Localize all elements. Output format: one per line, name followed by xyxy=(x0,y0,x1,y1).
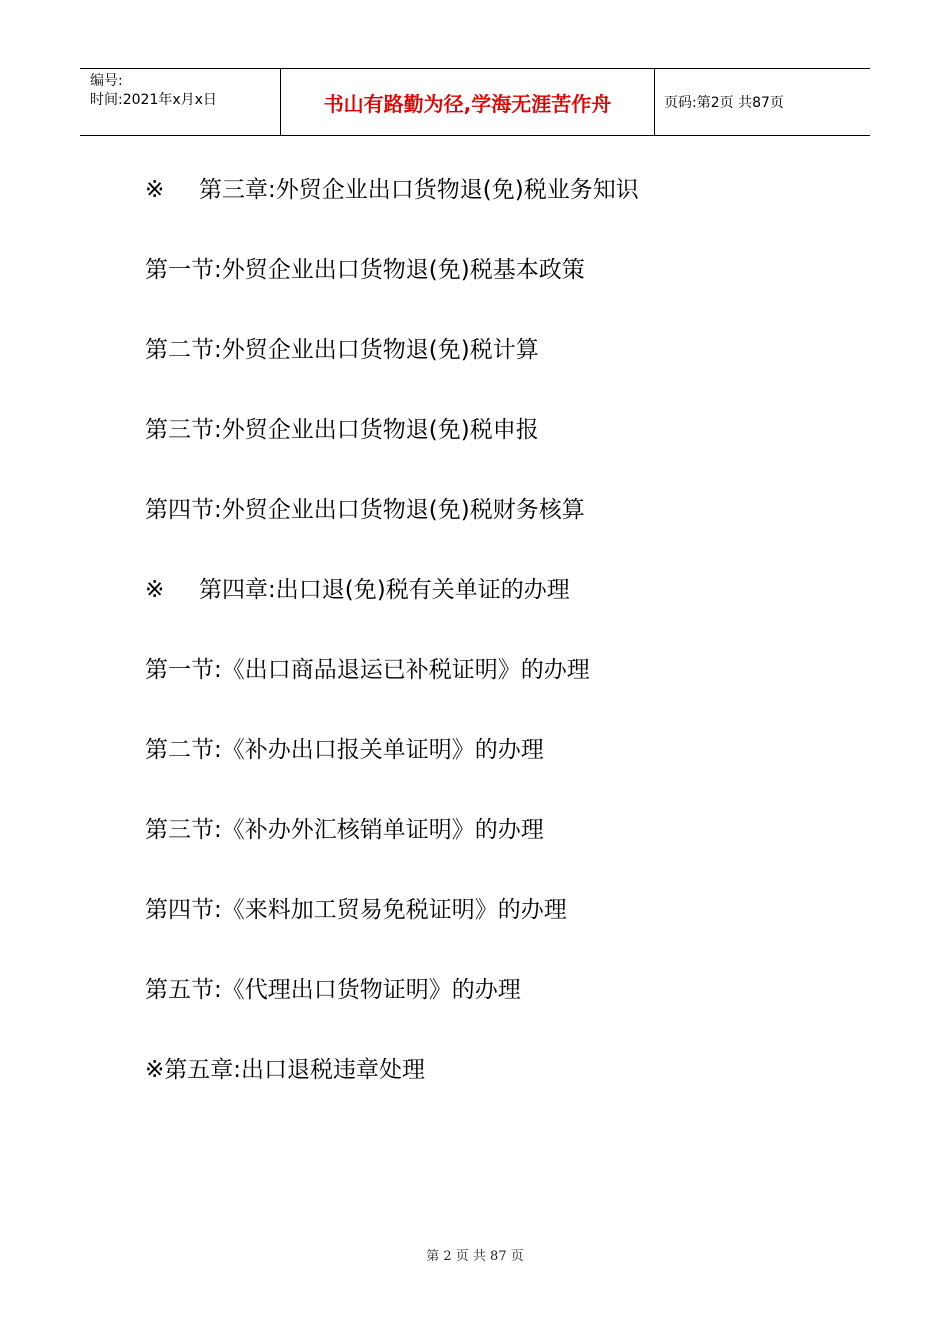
toc-item-text: 第二节:《补办出口报关单证明》的办理 xyxy=(145,737,544,763)
toc-item-text: 第四节:《来料加工贸易免税证明》的办理 xyxy=(145,897,567,923)
toc-item-text: 第一节:《出口商品退运已补税证明》的办理 xyxy=(145,657,590,683)
toc-item-text: 第五节:《代理出口货物证明》的办理 xyxy=(145,977,521,1003)
toc-item-text: 第四节:外贸企业出口货物退(免)税财务核算 xyxy=(145,497,585,523)
chapter-marker: ※ xyxy=(145,177,165,203)
toc-item-text: 第二节:外贸企业出口货物退(免)税计算 xyxy=(145,337,539,363)
header-page-label: 页码:第2页 共87页 xyxy=(664,95,784,111)
toc-item-text: 第三节:外贸企业出口货物退(免)税申报 xyxy=(145,417,539,443)
page-footer: 第 2 页 共 87 页 xyxy=(426,1249,524,1264)
toc-item xyxy=(145,412,639,492)
document-time-label: 时间:2021年x月x日 xyxy=(90,92,217,108)
table-of-contents xyxy=(145,172,639,1132)
toc-item xyxy=(145,572,639,652)
toc-item xyxy=(145,652,639,732)
header-meta xyxy=(80,69,281,135)
toc-item xyxy=(145,972,639,1052)
toc-item-text: 第三节:《补办外汇核销单证明》的办理 xyxy=(145,817,544,843)
toc-item xyxy=(145,252,639,332)
header-motto: 书山有路勤为径,学海无涯苦作舟 xyxy=(281,69,655,135)
toc-item xyxy=(145,172,639,252)
page-header xyxy=(80,68,870,136)
chapter-marker: ※ xyxy=(145,577,165,603)
toc-item xyxy=(145,812,639,892)
toc-item xyxy=(145,492,639,572)
toc-item-text: 第四章:出口退(免)税有关单证的办理 xyxy=(199,577,570,603)
toc-item xyxy=(145,1052,639,1132)
toc-item-text: 第三章:外贸企业出口货物退(免)税业务知识 xyxy=(199,177,639,203)
toc-item-text: ※第五章:出口退税违章处理 xyxy=(145,1057,426,1083)
toc-item xyxy=(145,892,639,972)
toc-item xyxy=(145,332,639,412)
document-number-label: 编号: xyxy=(90,73,123,89)
toc-item xyxy=(145,732,639,812)
toc-item-text: 第一节:外贸企业出口货物退(免)税基本政策 xyxy=(145,257,585,283)
